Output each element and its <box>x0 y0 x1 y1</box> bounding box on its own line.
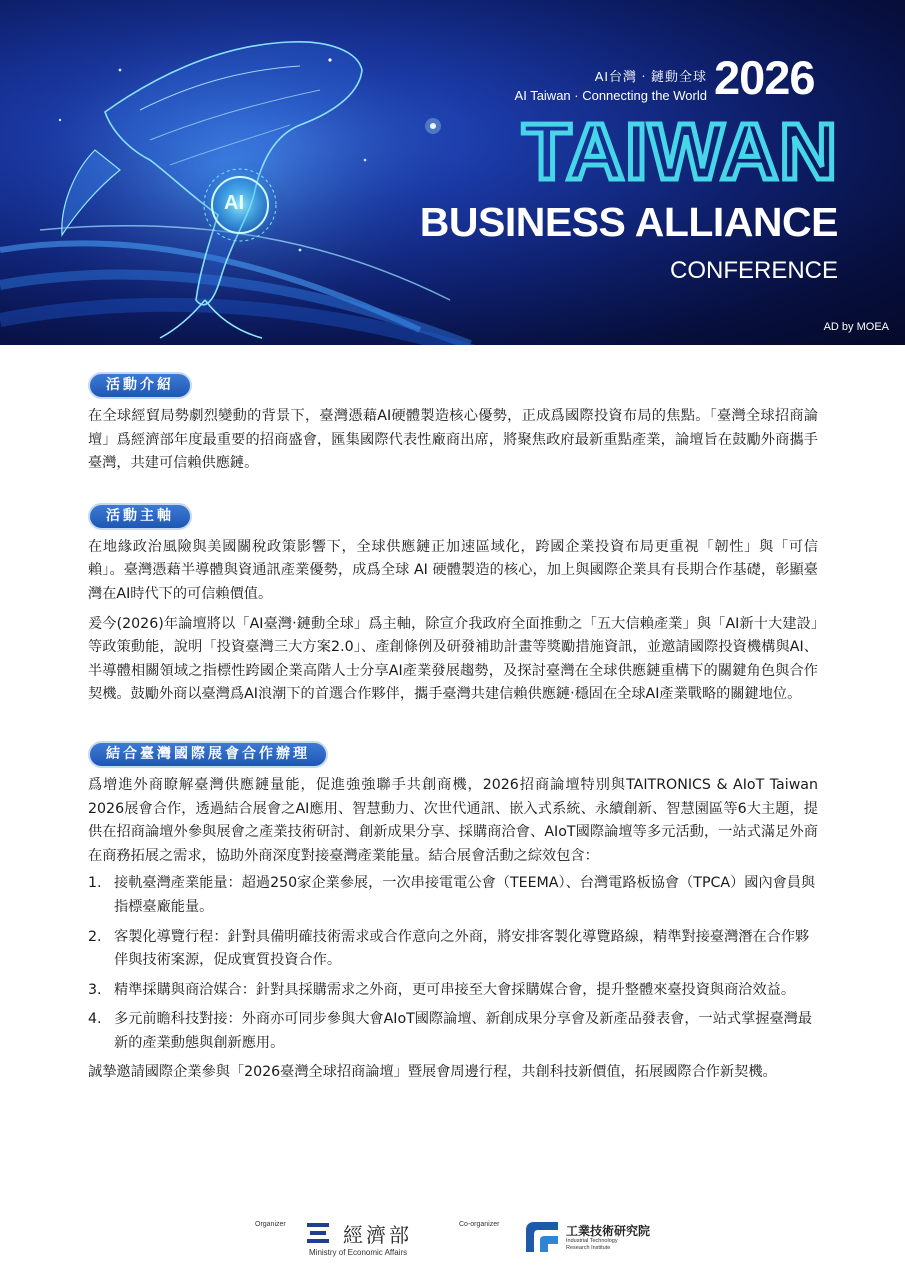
main-content <box>88 372 818 1085</box>
list-item-number: 2. <box>88 928 102 945</box>
coorganizer-name-en <box>566 1238 618 1251</box>
section-main-theme <box>88 503 818 707</box>
list-item-text: 客製化導覽行程：針對具備明確技術需求或合作意向之外商，將安排客製化導覽路線，精準對接臺灣潛在合作夥伴與技術案源，促成實質投資合作。 <box>114 928 810 969</box>
list-item <box>88 872 818 919</box>
title-conference: CONFERENCE <box>669 257 838 284</box>
list-item <box>88 926 818 973</box>
sponsor-footer <box>0 1215 905 1265</box>
list-item <box>88 1008 818 1055</box>
coorganizer-name-en-line-1: Industrial Technology <box>566 1238 618 1244</box>
list-item-text: 精準採購與商洽媒合：針對具採購需求之外商，更可串接至大會採購媒合會，提升整體來臺投資與商洽效益。 <box>114 981 796 998</box>
section-introduction <box>88 372 818 476</box>
main-theme-paragraph-2: 爰今(2026)年論壇將以「AI臺灣‧鏈動全球」爲主軸，除宣介我政府全面推動之「五大信賴產業」與「AI新十大建設」等政策動能，說明「投資臺灣三大方案2.0」、產創條例及研發補助計畫等獎勵措施資訊，並邀請國際投資機構與AI、半導體相關領域之指標性跨國企業高階人士分享AI產業發展趨勢，及探討臺灣在全球供應鏈重構下的關鍵角色與合作契機。鼓勵外商以臺灣爲AI浪潮下的首選合作夥伴，攜手臺灣共建信賴供應鏈‧穩固在全球AI產業戰略的關鍵地位。 <box>88 615 818 703</box>
event-year: 2026 <box>714 51 815 104</box>
section-exhibition-cooperation <box>88 741 818 1085</box>
title-taiwan: TAIWAN <box>522 107 838 196</box>
ad-credit: AD by MOEA <box>823 321 889 333</box>
section-heading-exhibition-cooperation: 結合臺灣國際展會合作辦理 <box>88 741 328 768</box>
organizer-label: Organizer <box>255 1221 286 1228</box>
section-heading-introduction: 活動介紹 <box>88 372 192 399</box>
moea-logo-icon <box>307 1223 329 1243</box>
list-item <box>88 979 818 1003</box>
itri-logo-icon <box>526 1222 558 1252</box>
section-heading-main-theme: 活動主軸 <box>88 503 192 530</box>
benefits-list <box>88 872 818 1055</box>
list-item-number: 1. <box>88 875 102 892</box>
coorganizer-name-zh: 工業技術研究院 <box>566 1224 651 1238</box>
main-theme-paragraph-1: 在地緣政治風險與美國關稅政策影響下，全球供應鏈正加速區域化，跨國企業投資布局更重視「韌性」與「可信賴」。臺灣憑藉半導體與資通訊產業優勢，成爲全球 AI 硬體製造的核心，加上與國際企業具有長期合作基礎，彰顯臺灣在AI時代下的可信賴價值。 <box>88 538 818 602</box>
exhibition-intro-paragraph: 爲增進外商瞭解臺灣供應鏈量能，促進強強聯手共創商機，2026招商論壇特別與TAITRONICS & AIoT Taiwan 2026展會合作，透過結合展會之AI應用、智慧動力、次世代通訊、嵌入式系統、永續創新、智慧園區等6大主題，提供在招商論壇外參與展會之產業技術研討、創新成果分享、採購商洽會、AIoT國際論壇等多元活動，一站式滿足外商在商務拓展之需求，協助外商深度對接臺灣產業能量。結合展會活動之綜效包含： <box>88 776 818 864</box>
tagline-chinese: AI台灣‧鏈動全球 <box>594 69 707 84</box>
coorganizer-label: Co-organizer <box>459 1221 500 1228</box>
closing-paragraph: 誠摯邀請國際企業參與「2026臺灣全球招商論壇」暨展會周邊行程，共創科技新價值，拓展國際合作新契機。 <box>88 1064 777 1081</box>
organizer-name-en: Ministry of Economic Affairs <box>309 1248 408 1257</box>
list-item-number: 4. <box>88 1011 102 1028</box>
introduction-paragraph: 在全球經貿局勢劇烈變動的背景下，臺灣憑藉AI硬體製造核心優勢，正成爲國際投資布局的焦點。「臺灣全球招商論壇」爲經濟部年度最重要的招商盛會，匯集國際代表性廠商出席，將聚焦政府最新重點產業，論壇旨在鼓勵外商攜手臺灣，共建可信賴供應鏈。 <box>88 408 818 472</box>
hero-banner <box>0 0 905 345</box>
title-business-alliance: BUSINESS ALLIANCE <box>419 199 838 245</box>
coorganizer-name-en-line-2: Research Institute <box>566 1244 611 1251</box>
organizer-name-zh: 經濟部 <box>343 1223 412 1247</box>
tagline-english: AI Taiwan · Connecting the World <box>514 88 707 103</box>
list-item-text: 接軌臺灣產業能量：超過250家企業參展，一次串接電電公會（TEEMA）、台灣電路板協會（TPCA）國內會員與指標臺廠能量。 <box>114 875 816 915</box>
list-item-number: 3. <box>88 981 102 998</box>
list-item-text: 多元前瞻科技對接：外商亦可同步參與大會AIoT國際論壇、新創成果分享會及新產品發表會，一站式掌握臺灣最新的產業動態與創新應用。 <box>114 1011 813 1051</box>
ai-emblem-text: AI <box>224 192 244 214</box>
